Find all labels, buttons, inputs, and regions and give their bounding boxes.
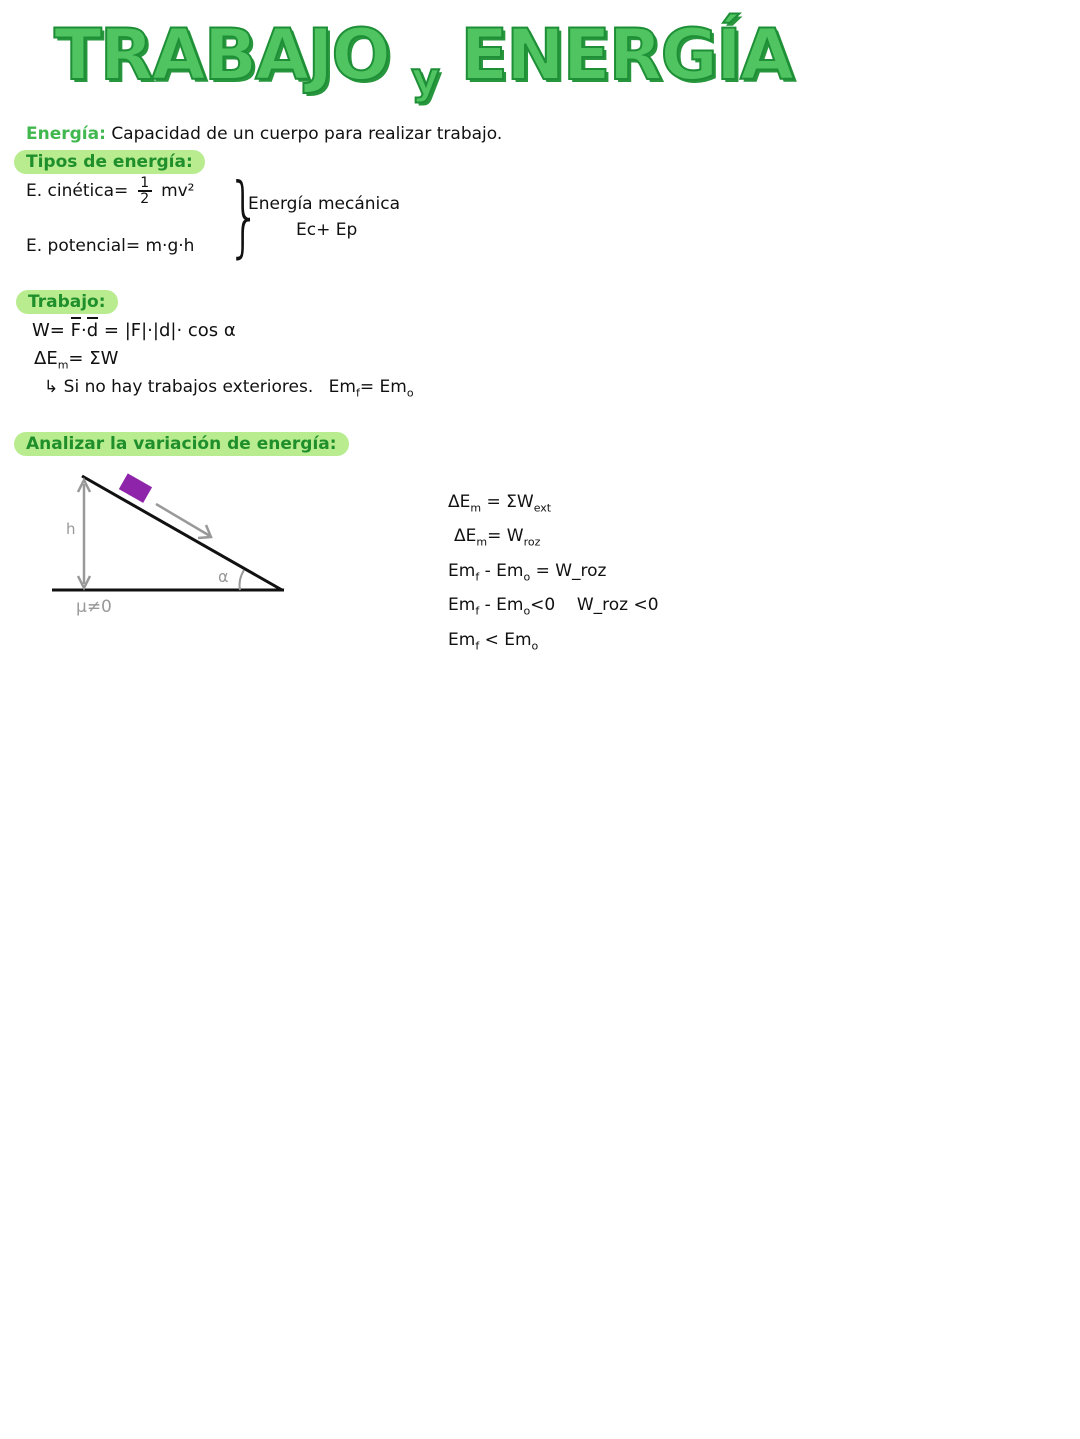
eq-part: Em <box>448 595 476 616</box>
eq-sub: o <box>523 604 531 618</box>
eq-sub: o <box>531 638 539 652</box>
types-heading: Tipos de energía: <box>14 150 205 174</box>
angle-label: α <box>218 567 229 586</box>
delta-e: ΔE <box>34 348 58 369</box>
work-heading: Trabajo: <box>16 290 118 314</box>
eq-sub: f <box>475 604 480 618</box>
kinetic-lhs: E. cinética= <box>26 181 129 201</box>
eq-part: - Em <box>479 595 524 616</box>
eq-sub: m <box>470 501 482 515</box>
eq-part: Em <box>448 560 476 581</box>
equation-line <box>454 522 659 556</box>
work-formula-rest: = |F|·|d|· cos α <box>103 320 236 341</box>
height-label: h <box>66 520 76 538</box>
eq-part: Em <box>448 629 476 650</box>
em-o: = Em <box>359 377 407 397</box>
conservation-note-text: ↳ Si no hay trabajos exteriores. <box>44 377 314 397</box>
equation-line <box>448 626 659 660</box>
fraction-numerator: 1 <box>140 175 150 191</box>
eq-part: < Em <box>479 629 532 650</box>
title-connector: y <box>411 53 438 104</box>
equation-line <box>448 591 659 625</box>
eq-sub: f <box>475 638 480 652</box>
em-f: Em <box>328 377 356 397</box>
mechanical-energy-label: Energía mecánica <box>248 194 401 214</box>
force-vector: F <box>70 320 81 341</box>
energy-equations <box>448 488 659 660</box>
potential-energy-formula: E. potencial= m·g·h <box>26 236 195 256</box>
conservation-note <box>44 377 414 399</box>
right-brace: } <box>227 164 261 267</box>
work-w: W= <box>32 320 65 341</box>
conservation-equation <box>328 377 414 400</box>
dot-operator: · <box>80 320 87 341</box>
friction-label: μ≠0 <box>76 597 112 617</box>
angle-arc <box>240 570 245 590</box>
incline-line <box>82 476 282 590</box>
delta-e-rest: = ΣW <box>68 348 119 369</box>
eq-part: ΔE <box>448 492 471 512</box>
page-title <box>54 10 792 124</box>
eq-part: = ΣW <box>481 492 534 512</box>
eq-sub: f <box>475 570 480 584</box>
definition-text: Capacidad de un cuerpo para realizar trabajo. <box>111 124 503 144</box>
title-word-2: ENERGÍA <box>460 14 793 96</box>
eq-part: = W <box>487 526 524 547</box>
kinetic-energy-formula <box>26 176 195 206</box>
displacement-vector: d <box>86 320 99 341</box>
eq-sub: ext <box>533 501 552 515</box>
eq-part: ΔE <box>454 526 477 547</box>
kinetic-rhs: mv² <box>161 181 195 201</box>
delta-e-sub: m <box>57 358 69 372</box>
energy-definition <box>26 124 502 144</box>
em-o-sub: o <box>406 386 414 400</box>
motion-arrow <box>156 504 210 536</box>
eq-sub: o <box>523 570 531 584</box>
eq-part: <0 W_roz <0 <box>530 595 659 616</box>
title-word-1: TRABAJO <box>54 14 389 96</box>
equation-line <box>448 488 659 522</box>
equation-line <box>448 557 659 591</box>
eq-part: = W_roz <box>530 560 607 581</box>
eq-part: - Em <box>479 560 524 581</box>
delta-em-formula <box>34 348 118 372</box>
eq-sub: roz <box>523 535 541 549</box>
kinetic-fraction <box>138 176 152 206</box>
incline-diagram <box>40 466 300 626</box>
work-formula <box>32 320 236 341</box>
mechanical-energy-formula: Ec+ Ep <box>296 220 358 240</box>
eq-sub: m <box>476 535 488 549</box>
analysis-heading: Analizar la variación de energía: <box>14 432 349 456</box>
em-f-sub: f <box>355 386 360 400</box>
definition-term: Energía: <box>26 124 106 144</box>
fraction-denominator: 2 <box>140 191 150 207</box>
